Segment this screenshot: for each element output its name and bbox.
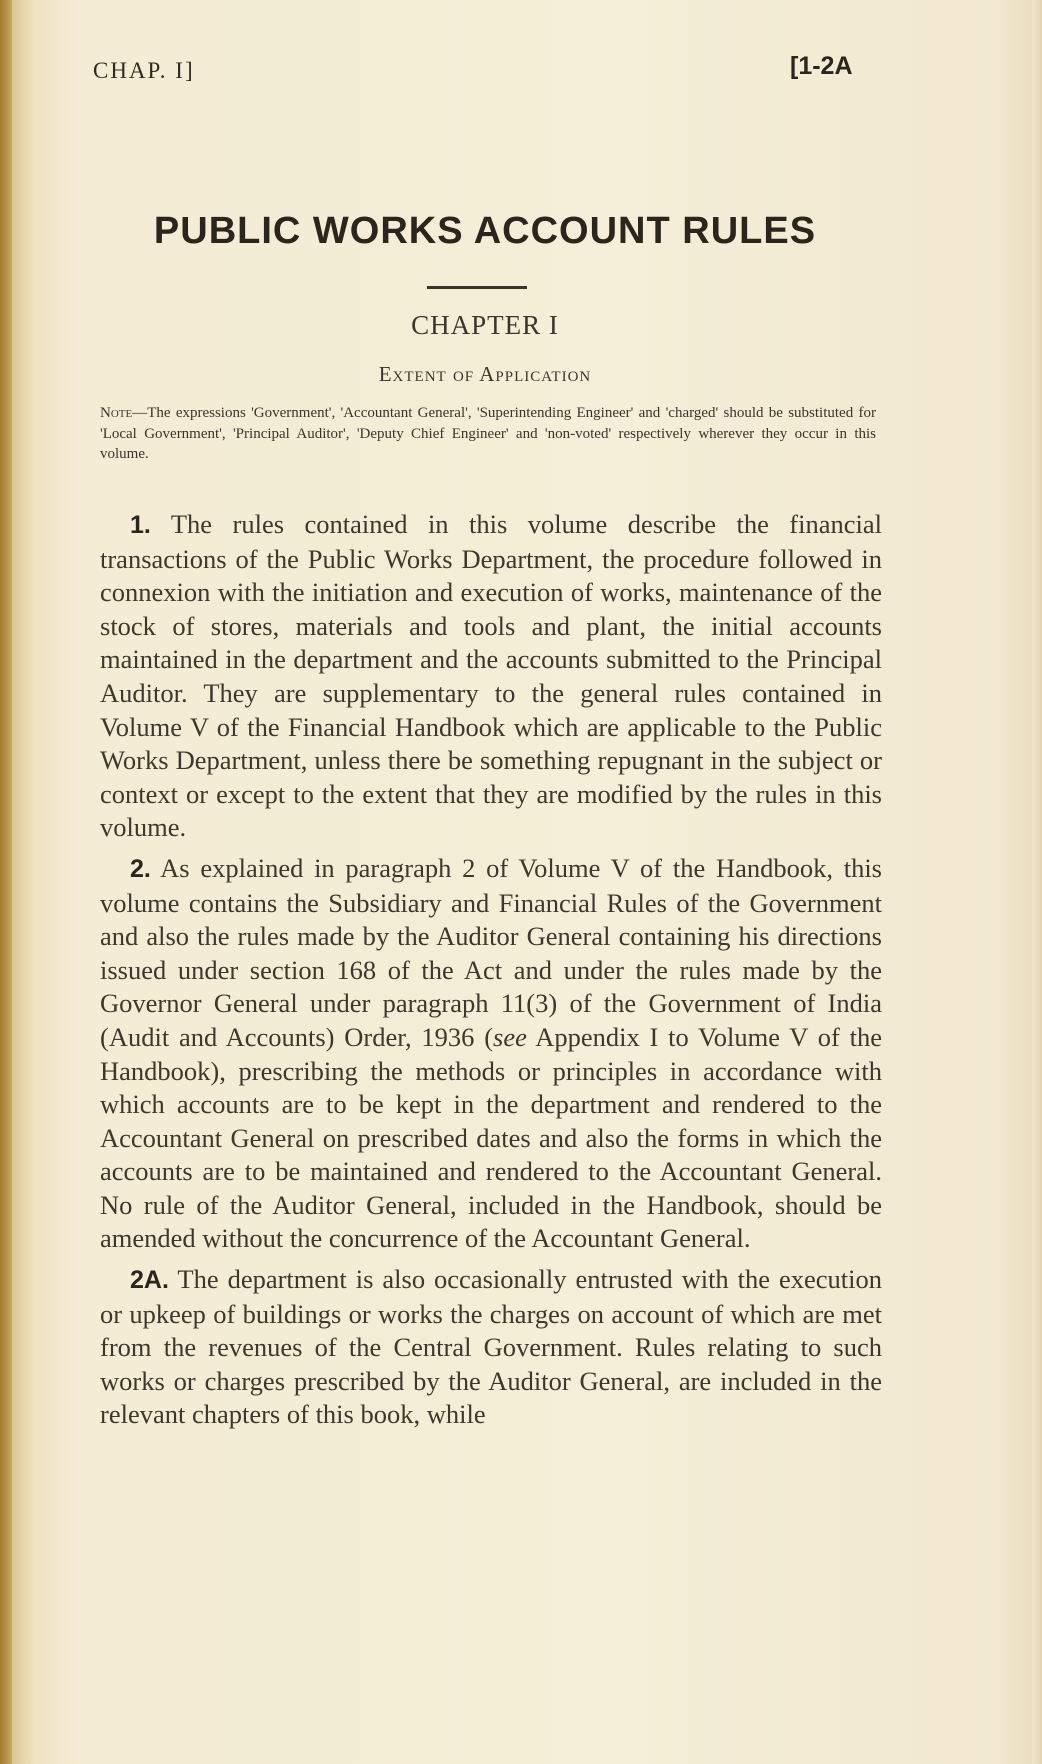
paragraph-text: The department is also occasionally entrusted with the execution or upkeep of buildings or works the charges on account of which are met from the revenues of the Central Government. Rules relating to such works or charges prescribed by the Auditor General, are included in the relevant chapters of this book, while — [100, 1264, 882, 1430]
page-title: PUBLIC WORKS ACCOUNT RULES — [153, 210, 817, 252]
rule-paragraph-2a — [100, 1263, 882, 1432]
paragraph-number: 2. — [130, 854, 151, 883]
running-header-rules: [1-2A — [790, 52, 853, 80]
paragraph-number: 1. — [130, 511, 151, 539]
title-divider — [427, 286, 527, 289]
rules-body — [100, 508, 882, 1439]
book-spine-shadow — [0, 0, 12, 1764]
note-label: Note — [100, 405, 133, 421]
rule-paragraph-1 — [100, 508, 882, 845]
chapter-heading: CHAPTER I — [411, 310, 559, 340]
note-block — [100, 403, 876, 465]
note-text: —The expressions 'Government', 'Accountant General', 'Superintending Engineer' and 'charged' should be substituted for 'Local Government', 'Principal Auditor', 'Deputy Chief Engineer' and 'non-voted' respectively wherever they occur in this volume. — [100, 405, 876, 462]
rule-paragraph-2 — [100, 852, 882, 1256]
paragraph-text-italic: see — [493, 1021, 527, 1052]
paragraph-text: The rules contained in this volume describe the financial transactions of the Public Works Department, the procedure followed in connexion with the initiation and execution of works, maintenance of the stock of stores, materials and tools and plant, the initial accounts maintained in the department and the accounts submitted to the Principal Auditor. They are supplementary to the general rules contained in Volume V of the Financial Handbook which are applicable to the Public Works Department, unless there be something repugnant in the subject or context or except to the extent that they are modified by the rules in this volume. — [100, 509, 882, 843]
paragraph-text: As explained in paragraph 2 of Volume V of the Handbook, this volume contains the Subsidiary and Financial Rules of the Government and also the rules made by the Auditor General containing his directions issued under section 168 of the Act and under the rules made by the Governor General under paragraph 11(3) of the Government of India (Audit and Accounts) Order, 1936 ( — [100, 852, 882, 1052]
paragraph-text: Appendix I to Volume V of the Handbook), prescribing the methods or principles in accordance with which accounts are to be kept in the department and rendered to the Accountant General on prescribed dates and also the forms in which the accounts are to be maintained and rendered to the Accountant General. No rule of the Auditor General, included in the Handbook, should be amended without the concurrence of the Accountant General. — [100, 1021, 882, 1254]
section-heading: Extent of Application — [378, 362, 592, 386]
paragraph-number: 2A. — [130, 1266, 169, 1295]
running-header-chapter: CHAP. I] — [93, 58, 195, 83]
page-edge — [1032, 0, 1042, 1764]
